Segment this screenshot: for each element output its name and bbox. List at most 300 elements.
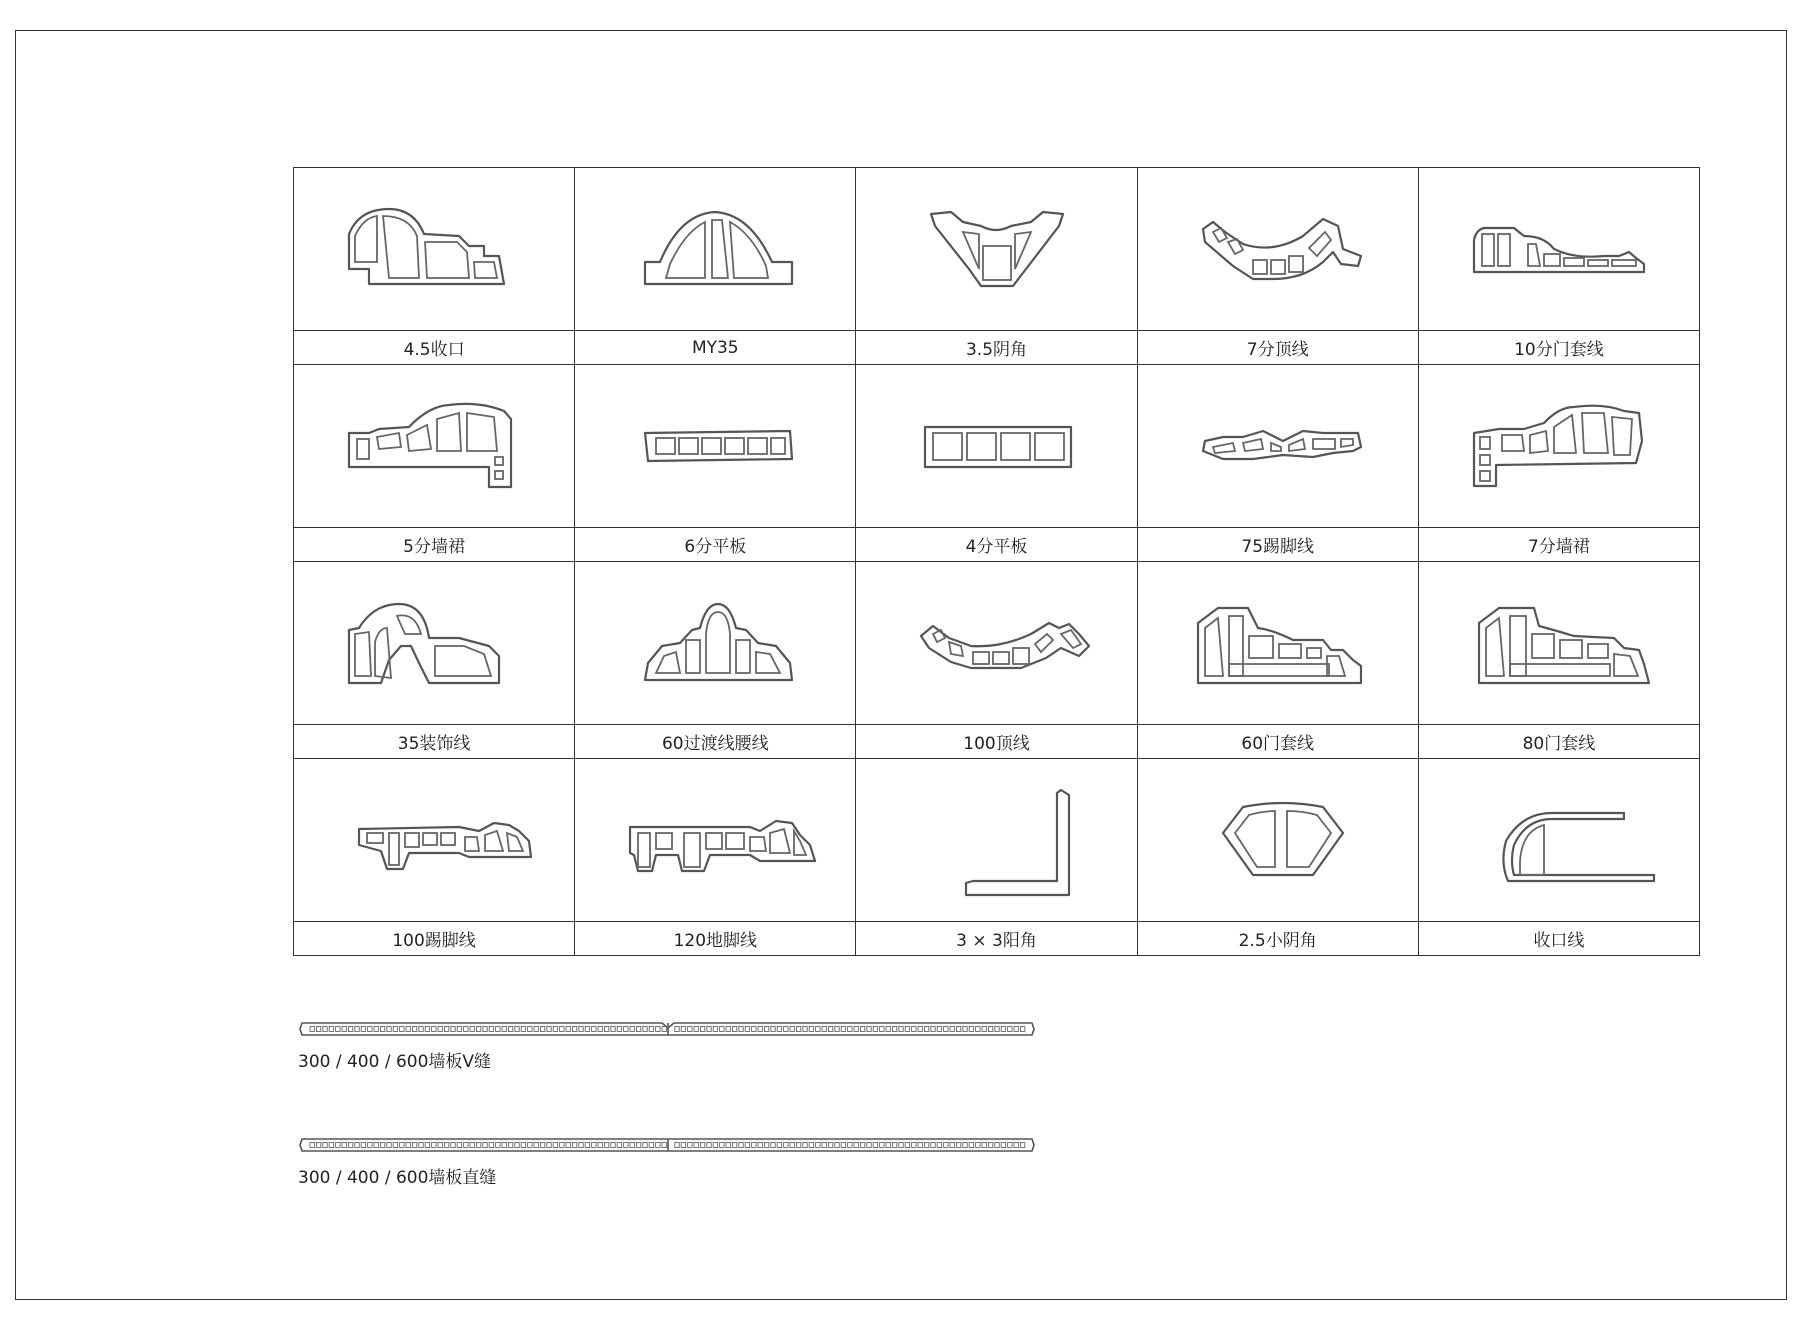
panel-cell — [988, 1143, 992, 1148]
panel-cell — [931, 1143, 935, 1148]
panel-cell — [611, 1143, 615, 1148]
panel-cell — [598, 1143, 602, 1148]
panel-cell — [809, 1143, 813, 1148]
panel-cell — [566, 1027, 570, 1032]
panel-cell — [681, 1143, 685, 1148]
panel-cell — [982, 1143, 986, 1148]
profile-drawing — [575, 168, 855, 331]
panel-cell — [1008, 1027, 1012, 1032]
profile-closing-line-icon — [1444, 765, 1674, 915]
panel-cell — [380, 1027, 384, 1032]
panel-cell — [464, 1143, 468, 1148]
profile-table — [293, 167, 1700, 956]
panel-cell — [995, 1143, 999, 1148]
panel-cell — [585, 1143, 589, 1148]
panel-cell — [777, 1027, 781, 1032]
wallboard-straight-joint-label: 300 / 400 / 600墙板直缝 — [298, 1168, 497, 1188]
panel-cell — [489, 1027, 493, 1032]
profile-drawing — [1138, 365, 1418, 528]
profile-7-wainscot-icon — [1444, 371, 1674, 521]
wallboard-v-groove-label: 300 / 400 / 600墙板V缝 — [298, 1052, 492, 1072]
panel-cell — [387, 1143, 391, 1148]
panel-cell — [624, 1143, 628, 1148]
panel-cell — [662, 1143, 666, 1148]
panel-cell — [1001, 1143, 1005, 1148]
panel-cell — [828, 1027, 832, 1032]
panel-cell — [579, 1143, 583, 1148]
profile-drawing — [856, 168, 1136, 331]
panel-cell — [700, 1027, 704, 1032]
profile-label: 75踢脚线 — [1241, 537, 1315, 557]
profile-drawing — [1419, 168, 1699, 331]
panel-cell — [604, 1027, 608, 1032]
profile-label: 6分平板 — [684, 537, 747, 557]
profile-label: 10分门套线 — [1514, 340, 1604, 360]
panel-cell — [508, 1143, 512, 1148]
panel-cell — [726, 1027, 730, 1032]
profile-cell — [294, 759, 575, 956]
panel-cell — [585, 1027, 589, 1032]
panel-cell — [790, 1143, 794, 1148]
panel-cell — [1008, 1143, 1012, 1148]
profile-7-top-line-icon — [1163, 174, 1393, 324]
panel-cell — [406, 1143, 410, 1148]
panel-cell — [496, 1027, 500, 1032]
panel-cell — [841, 1143, 845, 1148]
profile-label: MY35 — [691, 337, 739, 358]
panel-cell — [540, 1143, 544, 1148]
panel-cell — [438, 1143, 442, 1148]
panel-cell — [688, 1027, 692, 1032]
profile-cell — [1419, 562, 1700, 759]
panel-cell — [963, 1143, 967, 1148]
panel-cell — [752, 1143, 756, 1148]
profile-my35-icon — [600, 174, 830, 324]
panel-cell — [803, 1027, 807, 1032]
panel-cell — [790, 1027, 794, 1032]
profile-5-wainscot-icon — [319, 371, 549, 521]
panel-cell — [771, 1143, 775, 1148]
profile-drawing — [294, 168, 574, 331]
profile-60-door-frame-icon — [1163, 568, 1393, 718]
profile-cell — [856, 365, 1137, 562]
panel-cell — [841, 1027, 845, 1032]
panel-cell — [451, 1143, 455, 1148]
panel-cell — [860, 1027, 864, 1032]
panel-cell — [374, 1027, 378, 1032]
profile-cell — [1138, 365, 1419, 562]
profile-cell — [1138, 562, 1419, 759]
panel-cell — [1020, 1143, 1024, 1148]
panel-cell — [969, 1143, 973, 1148]
panel-cell — [924, 1027, 928, 1032]
panel-cell — [720, 1027, 724, 1032]
profile-label: 4分平板 — [965, 537, 1028, 557]
panel-cell — [425, 1143, 429, 1148]
profile-label: 100踢脚线 — [392, 931, 476, 951]
panel-cell — [758, 1027, 762, 1032]
panel-cell — [534, 1027, 538, 1032]
panel-cell — [656, 1027, 660, 1032]
profile-cell — [856, 759, 1137, 956]
panel-cell — [579, 1027, 583, 1032]
panel-cell — [873, 1143, 877, 1148]
profile-25-small-inner-corner-icon — [1163, 765, 1393, 915]
panel-cell — [988, 1027, 992, 1032]
panel-cell — [540, 1027, 544, 1032]
panel-cell — [892, 1027, 896, 1032]
profile-label: 100顶线 — [963, 734, 1030, 754]
panel-cell — [918, 1143, 922, 1148]
panel-cell — [1014, 1143, 1018, 1148]
panel-cell — [553, 1027, 557, 1032]
panel-cell — [809, 1027, 813, 1032]
profile-100-top-line-icon — [881, 568, 1111, 718]
panel-cell — [515, 1027, 519, 1032]
panel-cell — [694, 1143, 698, 1148]
profile-cell — [1138, 168, 1419, 365]
panel-cell — [329, 1027, 333, 1032]
profile-label: 7分墙裙 — [1527, 537, 1590, 557]
panel-cell — [502, 1143, 506, 1148]
panel-cell — [848, 1027, 852, 1032]
panel-cell — [892, 1143, 896, 1148]
profile-cell — [575, 759, 856, 956]
panel-cell — [617, 1027, 621, 1032]
profile-drawing — [575, 365, 855, 528]
panel-cell — [412, 1143, 416, 1148]
profile-drawing — [1419, 365, 1699, 528]
panel-cell — [675, 1027, 679, 1032]
panel-cell — [432, 1027, 436, 1032]
panel-cell — [451, 1027, 455, 1032]
panel-cell — [860, 1143, 864, 1148]
profile-80-door-frame-icon — [1444, 568, 1674, 718]
panel-cell — [406, 1027, 410, 1032]
panel-cell — [694, 1027, 698, 1032]
panel-cell — [560, 1143, 564, 1148]
panel-cell — [912, 1143, 916, 1148]
profile-label: 2.5小阴角 — [1238, 931, 1317, 951]
panel-cell — [496, 1143, 500, 1148]
panel-cell — [950, 1027, 954, 1032]
profile-cell — [294, 365, 575, 562]
profile-75-skirting-icon — [1163, 371, 1393, 521]
panel-cell — [464, 1027, 468, 1032]
panel-cell — [316, 1027, 320, 1032]
panel-cell — [521, 1143, 525, 1148]
profile-cell — [575, 562, 856, 759]
panel-cell — [355, 1027, 359, 1032]
panel-cell — [310, 1143, 314, 1148]
panel-cell — [752, 1027, 756, 1032]
panel-cell — [720, 1143, 724, 1148]
panel-cell — [368, 1143, 372, 1148]
panel-cell — [899, 1143, 903, 1148]
panel-cell — [944, 1143, 948, 1148]
profile-3x3-outer-corner-icon — [881, 765, 1111, 915]
panel-cell — [393, 1143, 397, 1148]
panel-cell — [848, 1143, 852, 1148]
panel-cell — [630, 1143, 634, 1148]
panel-cell — [425, 1027, 429, 1032]
panel-cell — [956, 1027, 960, 1032]
panel-cell — [969, 1027, 973, 1032]
panel-cell — [400, 1143, 404, 1148]
panel-cell — [592, 1027, 596, 1032]
profile-label: 3.5阴角 — [965, 340, 1028, 360]
panel-cell — [976, 1027, 980, 1032]
panel-cell — [336, 1143, 340, 1148]
panel-cell — [745, 1143, 749, 1148]
profile-label: 60过渡线腰线 — [661, 734, 769, 754]
panel-cell — [547, 1143, 551, 1148]
panel-cell — [937, 1143, 941, 1148]
panel-cell — [348, 1027, 352, 1032]
panel-cell — [361, 1143, 365, 1148]
panel-cell — [400, 1027, 404, 1032]
panel-cell — [553, 1143, 557, 1148]
panel-cell — [342, 1027, 346, 1032]
panel-cell — [867, 1027, 871, 1032]
profile-drawing — [575, 562, 855, 725]
panel-cell — [470, 1143, 474, 1148]
panel-cell — [547, 1027, 551, 1032]
panel-cell — [764, 1027, 768, 1032]
panel-cell — [713, 1143, 717, 1148]
profile-drawing — [1419, 759, 1699, 922]
panel-cell — [675, 1143, 679, 1148]
panel-cell — [963, 1027, 967, 1032]
profile-35-inner-corner-icon — [881, 174, 1111, 324]
profile-cell — [575, 168, 856, 365]
panel-cell — [630, 1027, 634, 1032]
profile-label: 5分墙裙 — [403, 537, 465, 557]
panel-cell — [489, 1143, 493, 1148]
panel-cell — [784, 1143, 788, 1148]
panel-cell — [598, 1027, 602, 1032]
panel-cell — [393, 1027, 397, 1032]
panel-cell — [444, 1027, 448, 1032]
panel-cell — [515, 1143, 519, 1148]
profile-drawing — [856, 562, 1136, 725]
panel-cell — [361, 1027, 365, 1032]
profile-cell — [1419, 365, 1700, 562]
panel-cell — [796, 1027, 800, 1032]
wallboard-v-groove — [298, 1017, 1038, 1072]
panel-cell — [355, 1143, 359, 1148]
panel-cell — [982, 1027, 986, 1032]
panel-cell — [854, 1027, 858, 1032]
panel-cell — [387, 1027, 391, 1032]
profile-60-transition-waist-icon — [600, 568, 830, 718]
profile-drawing — [1138, 562, 1418, 725]
panel-cell — [777, 1143, 781, 1148]
panel-cell — [681, 1027, 685, 1032]
panel-cell — [457, 1027, 461, 1032]
panel-cell — [944, 1027, 948, 1032]
panel-cell — [521, 1027, 525, 1032]
panel-cell — [476, 1143, 480, 1148]
panel-cell — [880, 1143, 884, 1148]
panel-cell — [412, 1027, 416, 1032]
panel-cell — [470, 1027, 474, 1032]
panel-cell — [828, 1143, 832, 1148]
panel-cell — [617, 1143, 621, 1148]
profile-drawing — [1138, 759, 1418, 922]
panel-cell — [912, 1027, 916, 1032]
panel-cell — [336, 1027, 340, 1032]
panel-cell — [803, 1143, 807, 1148]
panel-cell — [592, 1143, 596, 1148]
profile-drawing — [856, 365, 1136, 528]
panel-cell — [476, 1027, 480, 1032]
panel-cell — [995, 1027, 999, 1032]
panel-cell — [950, 1143, 954, 1148]
panel-cell — [483, 1143, 487, 1148]
panel-cell — [822, 1143, 826, 1148]
panel-cell — [905, 1143, 909, 1148]
panel-cell — [726, 1143, 730, 1148]
profile-drawing — [575, 759, 855, 922]
panel-cell — [700, 1143, 704, 1148]
profile-label: 4.5收口 — [403, 340, 465, 360]
panel-cell — [886, 1143, 890, 1148]
panel-cell — [348, 1143, 352, 1148]
profile-label: 120地脚线 — [673, 931, 758, 951]
panel-cell — [444, 1143, 448, 1148]
profile-cell — [1419, 759, 1700, 956]
panel-cell — [560, 1027, 564, 1032]
panel-cell — [816, 1143, 820, 1148]
panel-cell — [508, 1027, 512, 1032]
panel-cell — [899, 1027, 903, 1032]
panel-cell — [867, 1143, 871, 1148]
profile-label: 收口线 — [1533, 931, 1585, 951]
profile-cell — [294, 562, 575, 759]
profile-cell — [1419, 168, 1700, 365]
profile-drawing — [1138, 168, 1418, 331]
panel-cell — [688, 1143, 692, 1148]
panel-cell — [707, 1143, 711, 1148]
wallboard-v-groove-icon — [298, 1017, 1038, 1039]
profile-drawing — [856, 759, 1136, 922]
panel-cell — [771, 1027, 775, 1032]
profile-drawing — [294, 759, 574, 922]
panel-cell — [624, 1027, 628, 1032]
panel-cell — [873, 1027, 877, 1032]
profile-cell — [856, 562, 1137, 759]
panel-cell — [1020, 1027, 1024, 1032]
panel-cell — [329, 1143, 333, 1148]
panel-cell — [924, 1143, 928, 1148]
panel-cell — [880, 1027, 884, 1032]
panel-cell — [643, 1143, 647, 1148]
panel-cell — [572, 1143, 576, 1148]
panel-cell — [764, 1143, 768, 1148]
profile-drawing — [294, 562, 574, 725]
panel-cell — [732, 1027, 736, 1032]
profile-6-flat-panel-icon — [600, 371, 830, 521]
panel-cell — [636, 1027, 640, 1032]
panel-cell — [886, 1027, 890, 1032]
profile-cell — [1138, 759, 1419, 956]
panel-cell — [835, 1143, 839, 1148]
panel-cell — [713, 1027, 717, 1032]
profile-drawing — [294, 365, 574, 528]
wallboard-straight-joint-icon — [298, 1133, 1038, 1155]
wallboard-straight-joint — [298, 1133, 1038, 1188]
panel-cell — [905, 1027, 909, 1032]
panel-cell — [419, 1143, 423, 1148]
panel-cell — [483, 1027, 487, 1032]
panel-cell — [310, 1027, 314, 1032]
panel-cell — [1001, 1027, 1005, 1032]
panel-cell — [342, 1143, 346, 1148]
profile-cell — [856, 168, 1137, 365]
panel-cell — [732, 1143, 736, 1148]
panel-cell — [566, 1143, 570, 1148]
panel-cell — [316, 1143, 320, 1148]
panel-cell — [457, 1143, 461, 1148]
panel-cell — [636, 1143, 640, 1148]
panel-cell — [745, 1027, 749, 1032]
panel-cell — [739, 1027, 743, 1032]
panel-cell — [419, 1027, 423, 1032]
panel-cell — [374, 1143, 378, 1148]
panel-cell — [822, 1027, 826, 1032]
profile-label: 35装饰线 — [397, 734, 471, 754]
panel-cell — [368, 1027, 372, 1032]
profile-drawing — [1419, 562, 1699, 725]
panel-cell — [649, 1143, 653, 1148]
profile-10-door-frame-icon — [1444, 174, 1674, 324]
profile-label: 3 × 3阳角 — [956, 931, 1037, 951]
profile-label: 60门套线 — [1241, 734, 1315, 754]
panel-cell — [323, 1027, 327, 1032]
panel-cell — [611, 1027, 615, 1032]
panel-cell — [380, 1143, 384, 1148]
panel-cell — [1014, 1027, 1018, 1032]
panel-cell — [931, 1027, 935, 1032]
panel-cell — [796, 1143, 800, 1148]
profile-120-floor-line-icon — [600, 765, 830, 915]
panel-cell — [976, 1143, 980, 1148]
panel-cell — [816, 1027, 820, 1032]
panel-cell — [432, 1143, 436, 1148]
panel-cell — [758, 1143, 762, 1148]
panel-cell — [937, 1027, 941, 1032]
panel-cell — [528, 1027, 532, 1032]
panel-cell — [572, 1027, 576, 1032]
profile-35-decor-line-icon — [319, 568, 549, 718]
panel-cell — [918, 1027, 922, 1032]
panel-cell — [528, 1143, 532, 1148]
profile-45-closing-icon — [319, 174, 549, 324]
panel-cell — [604, 1143, 608, 1148]
panel-cell — [656, 1143, 660, 1148]
panel-cell — [784, 1027, 788, 1032]
panel-cell — [739, 1143, 743, 1148]
panel-cell — [649, 1027, 653, 1032]
panel-cell — [502, 1027, 506, 1032]
panel-cell — [835, 1027, 839, 1032]
profile-4-flat-panel-icon — [881, 371, 1111, 521]
profile-label: 80门套线 — [1522, 734, 1596, 754]
profile-cell — [294, 168, 575, 365]
panel-cell — [662, 1027, 666, 1032]
profile-100-skirting-icon — [319, 765, 549, 915]
